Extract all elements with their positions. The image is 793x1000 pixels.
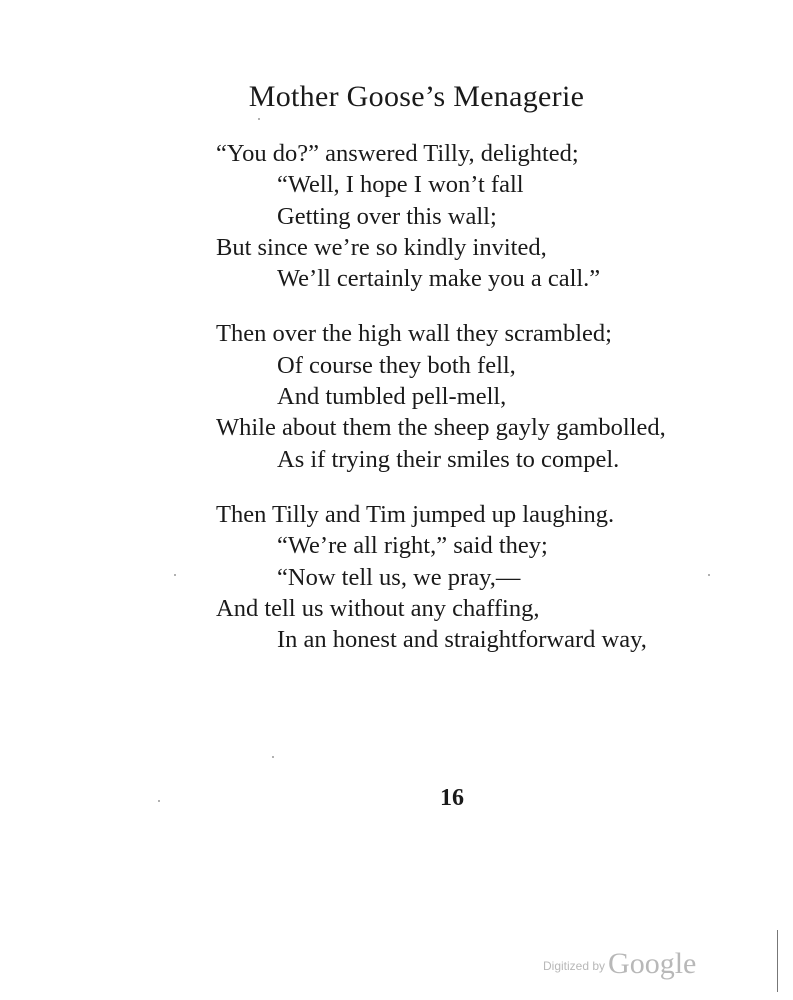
poem-line: “You do?” answered Tilly, delighted; xyxy=(216,140,579,167)
scan-speck xyxy=(258,118,260,120)
poem-line: Of course they both fell, xyxy=(277,351,516,379)
page-number: 16 xyxy=(440,785,464,811)
poem-line: Then over the high wall they scrambled; xyxy=(216,320,612,348)
stanza-gap xyxy=(216,475,736,499)
poem-line: In an honest and straightforward way, xyxy=(277,626,647,654)
scan-speck xyxy=(158,800,160,802)
scan-speck xyxy=(272,756,274,758)
poem-line: While about them the sheep gayly gambolled, xyxy=(216,414,666,442)
scan-speck xyxy=(708,574,710,576)
poem-line: And tell us without any chaffing, xyxy=(216,594,540,622)
poem-line: “Well, I hope I won’t fall xyxy=(277,171,524,199)
watermark-prefix: Digitized by xyxy=(543,959,606,973)
poem-line: We’ll certainly make you a call.” xyxy=(277,265,601,293)
stanza xyxy=(216,318,736,474)
poem-line: But since we’re so kindly invited, xyxy=(216,233,547,261)
digitized-watermark xyxy=(543,947,696,981)
page-edge-mark xyxy=(777,930,778,992)
stanza xyxy=(216,138,736,294)
stanza-gap xyxy=(216,294,736,318)
watermark-brand: Google xyxy=(608,947,697,980)
poem-line: “Now tell us, we pray,— xyxy=(277,563,521,591)
poem xyxy=(216,138,736,655)
poem-line: Then Tilly and Tim jumped up laughing. xyxy=(216,500,615,528)
poem-line: As if trying their smiles to compel. xyxy=(277,445,620,473)
stanza xyxy=(216,499,736,655)
poem-line: And tumbled pell-mell, xyxy=(277,383,507,411)
poem-line: “We’re all right,” said they; xyxy=(277,532,548,560)
running-title: Mother Goose’s Menagerie xyxy=(248,80,585,113)
poem-line: Getting over this wall; xyxy=(277,202,497,230)
scan-speck xyxy=(174,574,176,576)
